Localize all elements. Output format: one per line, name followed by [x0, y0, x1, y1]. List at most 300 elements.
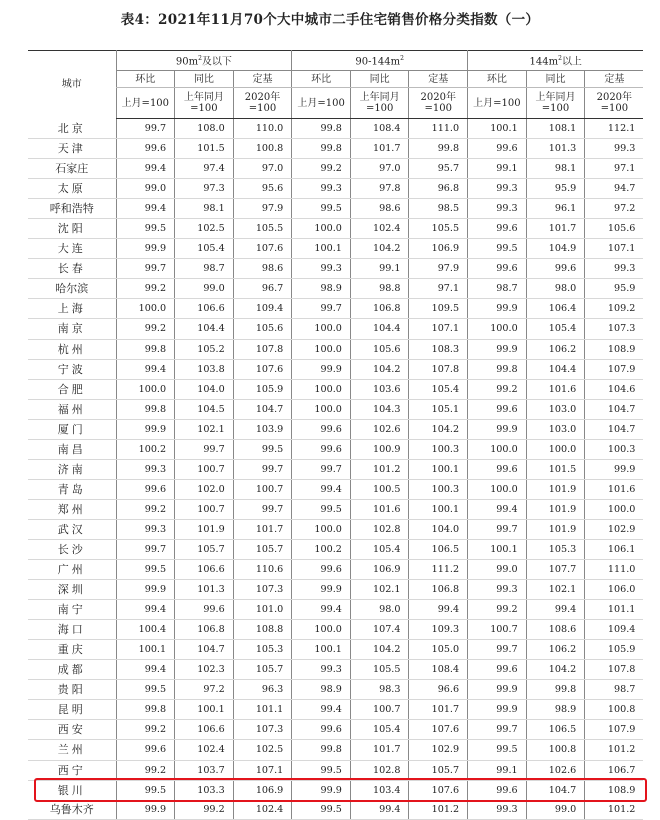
price-index-table: [28, 50, 638, 820]
index-value: 99.9: [116, 419, 175, 439]
index-value: 100.7: [350, 700, 409, 720]
table-row: [28, 499, 643, 519]
index-value: 99.8: [526, 680, 585, 700]
table-row: [28, 539, 643, 559]
index-value: 101.3: [526, 139, 585, 159]
index-value: 99.9: [292, 359, 351, 379]
city-name: 石家庄: [28, 159, 116, 179]
index-value: 99.0: [175, 279, 234, 299]
index-value: 109.5: [409, 299, 468, 319]
index-value: 104.4: [350, 319, 409, 339]
index-value: 99.7: [468, 640, 527, 660]
index-value: 107.6: [409, 780, 468, 800]
index-value: 104.0: [409, 519, 468, 539]
index-value: 100.0: [292, 519, 351, 539]
table-row: [28, 640, 643, 660]
city-name: 杭州: [28, 339, 116, 359]
sub-header: 环比: [116, 71, 175, 88]
index-value: 109.3: [409, 620, 468, 640]
index-value: 105.4: [350, 539, 409, 559]
city-name: 福州: [28, 399, 116, 419]
index-value: 101.2: [409, 800, 468, 820]
index-value: 104.0: [175, 379, 234, 399]
index-value: 107.1: [409, 319, 468, 339]
index-value: 105.4: [526, 319, 585, 339]
index-value: 95.9: [526, 179, 585, 199]
index-value: 99.0: [116, 179, 175, 199]
index-value: 98.6: [350, 199, 409, 219]
index-value: 100.1: [292, 640, 351, 660]
index-value: 101.6: [585, 479, 644, 499]
index-value: 99.5: [116, 560, 175, 580]
index-value: 108.6: [526, 620, 585, 640]
index-value: 109.2: [585, 299, 644, 319]
index-value: 98.1: [175, 199, 234, 219]
index-value: 106.0: [585, 580, 644, 600]
index-value: 98.7: [468, 279, 527, 299]
index-value: 107.7: [526, 560, 585, 580]
city-name: 西安: [28, 720, 116, 740]
index-value: 111.0: [409, 119, 468, 139]
index-value: 99.9: [468, 419, 527, 439]
index-value: 101.7: [350, 139, 409, 159]
table-row: [28, 339, 643, 359]
index-value: 102.8: [350, 760, 409, 780]
index-value: 100.1: [175, 700, 234, 720]
table-row: [28, 119, 643, 139]
index-value: 100.0: [468, 479, 527, 499]
index-value: 104.7: [585, 419, 644, 439]
index-value: 98.6: [233, 259, 292, 279]
index-value: 105.7: [233, 660, 292, 680]
index-value: 99.8: [116, 399, 175, 419]
index-value: 101.9: [526, 499, 585, 519]
city-name: 深圳: [28, 580, 116, 600]
index-value: 99.5: [116, 780, 175, 800]
index-value: 99.9: [116, 580, 175, 600]
index-value: 99.9: [468, 700, 527, 720]
base-header: 2020年=100: [585, 88, 644, 119]
sub-header: 定基: [585, 71, 644, 88]
index-value: 101.9: [526, 479, 585, 499]
index-value: 100.0: [116, 299, 175, 319]
index-value: 107.3: [233, 580, 292, 600]
index-value: 108.0: [175, 119, 234, 139]
index-value: 104.9: [526, 239, 585, 259]
city-name: 合肥: [28, 379, 116, 399]
index-value: 99.4: [116, 199, 175, 219]
index-value: 102.1: [350, 580, 409, 600]
index-value: 105.6: [585, 219, 644, 239]
index-value: 104.7: [175, 640, 234, 660]
index-value: 100.0: [468, 439, 527, 459]
base-header: 上年同月=100: [526, 88, 585, 119]
index-value: 99.4: [292, 700, 351, 720]
index-value: 99.2: [292, 159, 351, 179]
index-value: 97.1: [585, 159, 644, 179]
index-value: 106.9: [233, 780, 292, 800]
index-value: 99.7: [116, 119, 175, 139]
sub-header: 同比: [526, 71, 585, 88]
index-value: 99.8: [292, 740, 351, 760]
index-value: 98.7: [585, 680, 644, 700]
index-value: 101.7: [409, 700, 468, 720]
index-value: 102.1: [526, 580, 585, 600]
base-header: 上年同月=100: [350, 88, 409, 119]
table-row: [28, 279, 643, 299]
index-value: 98.0: [526, 279, 585, 299]
index-value: 98.3: [350, 680, 409, 700]
index-value: 102.4: [233, 800, 292, 820]
index-value: 100.7: [468, 620, 527, 640]
index-value: 97.0: [350, 159, 409, 179]
index-value: 107.4: [350, 620, 409, 640]
index-value: 99.5: [292, 760, 351, 780]
table-row: [28, 780, 643, 800]
index-value: 100.1: [468, 539, 527, 559]
index-value: 106.6: [175, 560, 234, 580]
index-value: 95.7: [409, 159, 468, 179]
index-value: 99.7: [468, 519, 527, 539]
index-value: 103.7: [175, 760, 234, 780]
index-value: 99.4: [116, 359, 175, 379]
index-value: 99.3: [585, 139, 644, 159]
index-value: 106.9: [350, 560, 409, 580]
index-value: 100.1: [116, 640, 175, 660]
index-value: 99.3: [585, 259, 644, 279]
index-value: 99.4: [526, 600, 585, 620]
index-value: 99.9: [292, 780, 351, 800]
city-name: 兰州: [28, 740, 116, 760]
index-value: 105.7: [409, 760, 468, 780]
index-value: 99.7: [116, 259, 175, 279]
index-value: 112.1: [585, 119, 644, 139]
index-value: 100.0: [526, 439, 585, 459]
index-value: 106.1: [585, 539, 644, 559]
city-name: 乌鲁木齐: [28, 800, 116, 820]
table-row: [28, 740, 643, 760]
index-value: 102.5: [233, 740, 292, 760]
index-value: 99.4: [468, 499, 527, 519]
city-name: 银川: [57, 783, 86, 797]
base-header: 2020年=100: [233, 88, 292, 119]
index-value: 104.6: [585, 379, 644, 399]
index-value: 106.2: [526, 640, 585, 660]
index-value: 106.5: [409, 539, 468, 559]
index-value: 98.9: [292, 680, 351, 700]
index-value: 104.2: [350, 239, 409, 259]
index-value: 99.6: [468, 219, 527, 239]
index-value: 107.3: [233, 720, 292, 740]
index-value: 100.0: [292, 399, 351, 419]
index-value: 99.6: [292, 720, 351, 740]
index-value: 105.4: [350, 720, 409, 740]
index-value: 100.3: [585, 439, 644, 459]
index-value: 97.2: [585, 199, 644, 219]
index-value: 102.5: [175, 219, 234, 239]
index-value: 105.0: [409, 640, 468, 660]
index-value: 105.9: [233, 379, 292, 399]
table-row: [28, 399, 643, 419]
index-value: 105.1: [409, 399, 468, 419]
index-value: 104.7: [585, 399, 644, 419]
index-value: 97.8: [350, 179, 409, 199]
city-name: 武汉: [28, 519, 116, 539]
table-row: [28, 419, 643, 439]
index-value: 97.0: [233, 159, 292, 179]
index-value: 97.9: [233, 199, 292, 219]
index-value: 99.6: [116, 139, 175, 159]
index-value: 95.9: [585, 279, 644, 299]
index-value: 107.1: [233, 760, 292, 780]
index-value: 99.7: [292, 299, 351, 319]
index-value: 107.6: [233, 359, 292, 379]
index-value: 100.8: [585, 700, 644, 720]
index-value: 106.6: [175, 720, 234, 740]
index-value: 99.6: [468, 660, 527, 680]
index-value: 99.5: [292, 499, 351, 519]
index-value: 104.2: [350, 640, 409, 660]
index-value: 107.8: [585, 660, 644, 680]
index-value: 100.8: [233, 139, 292, 159]
table-row: [28, 179, 643, 199]
index-value: 99.5: [116, 219, 175, 239]
index-value: 99.8: [116, 700, 175, 720]
city-name: 长沙: [28, 539, 116, 559]
index-value: 98.9: [292, 279, 351, 299]
base-header: 上年同月=100: [175, 88, 234, 119]
index-value: 99.3: [292, 179, 351, 199]
index-value: 104.3: [350, 399, 409, 419]
index-value: 98.8: [350, 279, 409, 299]
index-value: 100.9: [350, 439, 409, 459]
index-value: 100.7: [175, 459, 234, 479]
index-value: 100.3: [409, 479, 468, 499]
index-value: 99.2: [175, 800, 234, 820]
index-value: 104.7: [526, 780, 585, 800]
city-column-header: 城市: [61, 79, 82, 91]
index-value: 99.5: [116, 680, 175, 700]
index-value: 100.0: [116, 379, 175, 399]
index-value: 100.5: [350, 479, 409, 499]
index-value: 99.2: [116, 720, 175, 740]
index-value: 95.6: [233, 179, 292, 199]
index-value: 108.1: [526, 119, 585, 139]
index-value: 106.6: [175, 299, 234, 319]
index-value: 105.4: [175, 239, 234, 259]
table-row: [28, 720, 643, 740]
index-value: 99.6: [116, 479, 175, 499]
index-value: 105.6: [350, 339, 409, 359]
index-value: 100.0: [292, 379, 351, 399]
index-value: 99.7: [233, 459, 292, 479]
index-value: 99.9: [468, 299, 527, 319]
index-value: 110.6: [233, 560, 292, 580]
index-value: 98.5: [409, 199, 468, 219]
index-value: 99.6: [468, 259, 527, 279]
table-row: [28, 459, 643, 479]
table-row: [28, 239, 643, 259]
table-row: [28, 319, 643, 339]
base-header: 上月=100: [116, 88, 175, 119]
index-value: 111.0: [585, 560, 644, 580]
sub-header: 定基: [409, 71, 468, 88]
table-row: [28, 159, 643, 179]
index-value: 102.0: [175, 479, 234, 499]
index-value: 100.0: [292, 620, 351, 640]
table-row: [28, 299, 643, 319]
index-value: 100.2: [292, 539, 351, 559]
index-value: 101.6: [350, 499, 409, 519]
index-value: 102.4: [350, 219, 409, 239]
city-name: 厦门: [28, 419, 116, 439]
index-value: 99.8: [116, 339, 175, 359]
index-value: 99.9: [468, 680, 527, 700]
index-value: 108.8: [233, 620, 292, 640]
index-value: 99.1: [350, 259, 409, 279]
city-name: 南京: [28, 319, 116, 339]
index-value: 106.7: [585, 760, 644, 780]
index-value: 105.7: [233, 539, 292, 559]
index-value: 106.9: [409, 239, 468, 259]
city-name: 广州: [28, 560, 116, 580]
index-value: 96.8: [409, 179, 468, 199]
index-value: 99.4: [292, 600, 351, 620]
city-name: 南宁: [28, 600, 116, 620]
index-value: 99.7: [468, 720, 527, 740]
index-value: 100.0: [585, 499, 644, 519]
index-value: 99.4: [292, 479, 351, 499]
index-value: 99.3: [468, 580, 527, 600]
index-value: 100.1: [409, 499, 468, 519]
index-value: 98.1: [526, 159, 585, 179]
index-value: 103.3: [175, 780, 234, 800]
index-value: 99.4: [116, 600, 175, 620]
index-value: 99.5: [233, 439, 292, 459]
index-value: 100.1: [468, 119, 527, 139]
index-value: 107.6: [233, 239, 292, 259]
city-name: 沈阳: [28, 219, 116, 239]
city-name: 宁波: [28, 359, 116, 379]
index-value: 100.0: [292, 219, 351, 239]
city-name: 太原: [28, 179, 116, 199]
index-value: 101.7: [350, 740, 409, 760]
index-value: 102.1: [175, 419, 234, 439]
index-value: 100.7: [233, 479, 292, 499]
index-value: 96.6: [409, 680, 468, 700]
index-value: 103.9: [233, 419, 292, 439]
index-value: 99.5: [292, 800, 351, 820]
index-value: 105.7: [175, 539, 234, 559]
index-value: 99.6: [468, 780, 527, 800]
table-row: [28, 800, 643, 820]
index-value: 100.7: [175, 499, 234, 519]
index-value: 102.4: [175, 740, 234, 760]
index-value: 99.7: [175, 439, 234, 459]
index-value: 99.3: [468, 179, 527, 199]
index-value: 99.6: [292, 419, 351, 439]
index-value: 103.0: [526, 419, 585, 439]
city-name: 西宁: [28, 760, 116, 780]
index-value: 101.9: [526, 519, 585, 539]
index-value: 101.5: [526, 459, 585, 479]
base-header: 上月=100: [468, 88, 527, 119]
index-value: 99.6: [292, 439, 351, 459]
index-value: 99.2: [116, 319, 175, 339]
index-value: 99.8: [409, 139, 468, 159]
group-header-large: $144m^2$以上: [468, 51, 644, 71]
index-value: 103.0: [526, 399, 585, 419]
table-row: [28, 439, 643, 459]
city-name: 哈尔滨: [28, 279, 116, 299]
index-value: 99.3: [116, 459, 175, 479]
index-value: 102.3: [175, 660, 234, 680]
index-value: 99.3: [468, 199, 527, 219]
city-name: 呼和浩特: [28, 199, 116, 219]
index-value: 104.2: [526, 660, 585, 680]
index-value: 101.2: [585, 800, 644, 820]
index-value: 99.7: [116, 539, 175, 559]
index-value: 102.6: [350, 419, 409, 439]
table-row: [28, 560, 643, 580]
sub-header: 同比: [350, 71, 409, 88]
index-value: 100.8: [526, 740, 585, 760]
city-name: 北京: [28, 119, 116, 139]
index-value: 98.7: [175, 259, 234, 279]
index-value: 104.2: [409, 419, 468, 439]
index-value: 101.1: [585, 600, 644, 620]
city-name: 海口: [28, 620, 116, 640]
index-value: 99.3: [468, 800, 527, 820]
index-value: 99.2: [116, 760, 175, 780]
index-value: 106.8: [350, 299, 409, 319]
index-value: 107.3: [585, 319, 644, 339]
index-value: 100.0: [468, 319, 527, 339]
index-value: 99.0: [526, 800, 585, 820]
city-name: 天津: [28, 139, 116, 159]
index-value: 99.5: [468, 740, 527, 760]
index-value: 94.7: [585, 179, 644, 199]
index-value: 99.4: [409, 600, 468, 620]
group-header-medium: $90-144m^2$: [292, 51, 468, 71]
index-value: 99.2: [116, 499, 175, 519]
index-value: 99.9: [468, 339, 527, 359]
index-value: 99.3: [116, 519, 175, 539]
table-row: [28, 219, 643, 239]
index-value: 109.4: [233, 299, 292, 319]
index-value: 98.9: [526, 700, 585, 720]
index-value: 100.1: [409, 459, 468, 479]
index-value: 108.3: [409, 339, 468, 359]
index-value: 103.6: [350, 379, 409, 399]
index-value: 99.4: [116, 660, 175, 680]
index-value: 99.2: [468, 600, 527, 620]
index-value: 104.5: [175, 399, 234, 419]
table-row: [28, 359, 643, 379]
index-value: 101.1: [233, 700, 292, 720]
group-header-small: $90m^2$及以下: [116, 51, 292, 71]
index-value: 99.9: [292, 580, 351, 600]
index-value: 105.5: [409, 219, 468, 239]
index-value: 96.3: [233, 680, 292, 700]
index-value: 107.1: [585, 239, 644, 259]
index-value: 100.1: [292, 239, 351, 259]
index-value: 96.1: [526, 199, 585, 219]
index-value: 99.0: [468, 560, 527, 580]
index-value: 97.2: [175, 680, 234, 700]
index-value: 104.7: [233, 399, 292, 419]
index-value: 99.6: [175, 600, 234, 620]
